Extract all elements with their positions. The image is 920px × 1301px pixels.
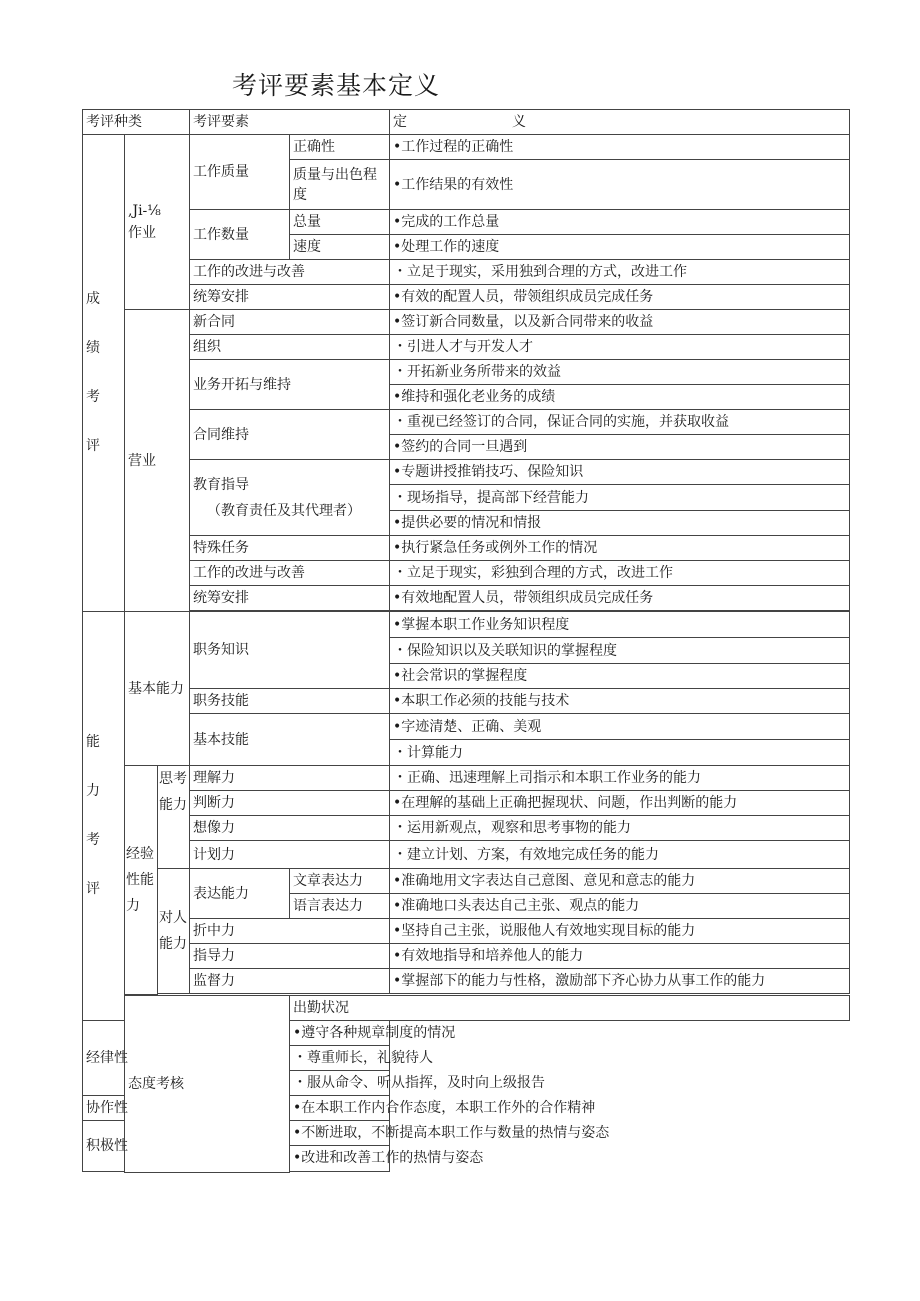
def-active-2: •改进和改善工作的热情与姿态 bbox=[290, 1145, 390, 1171]
element-biz: 业务开拓与维持 bbox=[190, 360, 390, 410]
element-imagine: 想像力 bbox=[190, 816, 390, 841]
def-edu-2: ・现场指导，提高部下经营能力 bbox=[390, 485, 850, 511]
table-row bbox=[83, 944, 850, 969]
element-special: 特殊任务 bbox=[190, 536, 390, 561]
def-discipline-3: ・服从命令、听从指挥，及时向上级报告 bbox=[290, 1070, 390, 1095]
def-supervise: •掌握部下的能力与性格，激励部下齐心协力从事工作的能力 bbox=[390, 969, 850, 994]
item-speed: 速度 bbox=[290, 235, 390, 260]
sub-job: ,Ji-⅛ 作业 bbox=[125, 135, 190, 310]
def-maint-1: ・重视已经签订的合同，保证合同的实施，并获取收益 bbox=[390, 410, 850, 435]
def-planning: ・建立计划、方案，有效地完成任务的能力 bbox=[390, 841, 850, 869]
element-plan-2: 统筹安排 bbox=[190, 586, 390, 611]
sub-think: 思考 能力 bbox=[158, 766, 190, 869]
element-skill: 职务技能 bbox=[190, 689, 390, 714]
def-total: •完成的工作总量 bbox=[390, 210, 850, 235]
def-guide: •有效地指导和培养他人的能力 bbox=[390, 944, 850, 969]
def-discipline-2: ・尊重师长，礼貌待人 bbox=[290, 1045, 390, 1070]
element-org: 组织 bbox=[190, 335, 390, 360]
header-element: 考评要素 bbox=[190, 110, 390, 135]
evaluation-table bbox=[82, 109, 850, 1173]
element-maint: 合同维持 bbox=[190, 410, 390, 460]
element-judge: 判断力 bbox=[190, 791, 390, 816]
sub-basic: 基本能力 bbox=[125, 612, 190, 766]
def-understand: ・正确、迅速理解上司指示和本职工作业务的能力 bbox=[390, 766, 850, 791]
element-coop: 协作性 bbox=[83, 1095, 158, 1120]
element-discipline: 经律性 bbox=[83, 1020, 158, 1095]
sub-sales: 营业 bbox=[125, 310, 190, 612]
table-row bbox=[83, 995, 850, 1020]
group-ability: 能 力 考 评 bbox=[83, 612, 125, 1021]
def-biz-2: •维持和强化老业务的成绩 bbox=[390, 385, 850, 410]
def-basic-skill-1: •字迹清楚、正确、美观 bbox=[390, 714, 850, 740]
header-definition: 定 义 bbox=[390, 110, 850, 135]
element-quality: 工作质量 bbox=[190, 135, 290, 210]
element-improve-2: 工作的改进与改善 bbox=[190, 561, 390, 586]
item-written: 文章表达力 bbox=[290, 869, 390, 894]
element-express: 表达能力 bbox=[190, 869, 290, 919]
table-row bbox=[83, 310, 850, 335]
def-plan-2: •有效地配置人员，带领组织成员完成任务 bbox=[390, 586, 850, 611]
element-persuade: 折中力 bbox=[190, 919, 390, 944]
table-row bbox=[83, 969, 850, 994]
element-plan-1: 统筹安排 bbox=[190, 285, 390, 310]
table-row bbox=[83, 135, 850, 160]
table-row bbox=[83, 285, 850, 310]
table-row bbox=[83, 360, 850, 385]
table-row bbox=[83, 536, 850, 561]
table-row bbox=[83, 766, 850, 791]
table-row bbox=[83, 919, 850, 944]
item-total: 总量 bbox=[290, 210, 390, 235]
table-row bbox=[83, 410, 850, 435]
element-basic-skill: 基本技能 bbox=[190, 714, 390, 766]
table-row bbox=[83, 260, 850, 285]
element-attend: 出勤状况 bbox=[290, 995, 850, 1020]
table-row bbox=[83, 612, 850, 638]
def-coop: •在本职工作内合作态度，本职工作外的合作精神 bbox=[290, 1095, 390, 1120]
table-row bbox=[83, 816, 850, 841]
def-skill: •本职工作必须的技能与技术 bbox=[390, 689, 850, 714]
header-category: 考评种类 bbox=[83, 110, 190, 135]
def-maint-2: •签约的合同一旦遇到 bbox=[390, 435, 850, 460]
def-know-2: ・保险知识以及关联知识的掌握程度 bbox=[390, 638, 850, 664]
element-active: 积极性 bbox=[83, 1120, 158, 1171]
def-speed: •处理工作的速度 bbox=[390, 235, 850, 260]
page-title: 考评要素基本定义 bbox=[232, 71, 441, 100]
item-excel: 质量与出色程度 bbox=[290, 160, 390, 210]
table-row bbox=[83, 210, 850, 235]
def-excel: •工作结果的有效性 bbox=[390, 160, 850, 210]
table-row bbox=[83, 335, 850, 360]
element-contract: 新合同 bbox=[190, 310, 390, 335]
table-header-row bbox=[83, 110, 850, 135]
table-row bbox=[83, 869, 850, 894]
table-row bbox=[83, 791, 850, 816]
def-edu-1: •专题讲授推销技巧、保险知识 bbox=[390, 460, 850, 485]
table-row bbox=[83, 460, 850, 485]
def-org: ・引进人才与开发人才 bbox=[390, 335, 850, 360]
def-oral: •准确地口头表达自己主张、观点的能力 bbox=[390, 894, 850, 919]
group-performance: 成 绩 考 评 bbox=[83, 135, 125, 612]
sub-exp: 经验 性能 力 bbox=[125, 766, 158, 995]
element-guide: 指导力 bbox=[190, 944, 390, 969]
def-judge: •在理解的基础上正确把握现状、问题，作出判断的能力 bbox=[390, 791, 850, 816]
def-improve-1: ・立足于现实，采用独到合理的方式，改进工作 bbox=[390, 260, 850, 285]
table-row bbox=[83, 561, 850, 586]
element-edu: 教育指导 （教育责任及其代理者） bbox=[190, 460, 390, 536]
def-written: •准确地用文字表达自己意图、意见和意志的能力 bbox=[390, 869, 850, 894]
sub-people: 对人 能力 bbox=[158, 869, 190, 994]
element-supervise: 监督力 bbox=[190, 969, 390, 994]
def-know-3: •社会常识的掌握程度 bbox=[390, 664, 850, 689]
def-correct: •工作过程的正确性 bbox=[390, 135, 850, 160]
table-row bbox=[83, 714, 850, 740]
def-persuade: •坚持自己主张，说服他人有效地实现目标的能力 bbox=[390, 919, 850, 944]
element-know: 职务知识 bbox=[190, 612, 390, 689]
def-basic-skill-2: ・计算能力 bbox=[390, 740, 850, 766]
table-row bbox=[83, 586, 850, 611]
def-biz-1: ・开拓新业务所带来的效益 bbox=[390, 360, 850, 385]
def-discipline-1: •遵守各种规章制度的情况 bbox=[290, 1020, 390, 1045]
def-know-1: •掌握本职工作业务知识程度 bbox=[390, 612, 850, 638]
table-row bbox=[83, 841, 850, 869]
element-planning: 计划力 bbox=[190, 841, 390, 869]
element-improve-1: 工作的改进与改善 bbox=[190, 260, 390, 285]
table-row bbox=[83, 689, 850, 714]
def-improve-2: ・立足于现实，彩独到合理的方式，改进工作 bbox=[390, 561, 850, 586]
element-quantity: 工作数量 bbox=[190, 210, 290, 260]
element-understand: 理解力 bbox=[190, 766, 390, 791]
def-contract: •签订新合同数量，以及新合同带来的收益 bbox=[390, 310, 850, 335]
def-plan-1: •有效的配置人员，带领组织成员完成任务 bbox=[390, 285, 850, 310]
item-oral: 语言表达力 bbox=[290, 894, 390, 919]
def-active-1: •不断进取，不断提高本职工作与数量的热情与姿态 bbox=[290, 1120, 390, 1145]
group-attitude: 态度考核 bbox=[125, 995, 290, 1172]
def-edu-3: •提供必要的情况和情报 bbox=[390, 511, 850, 536]
def-special: •执行紧急任务或例外工作的情况 bbox=[390, 536, 850, 561]
def-imagine: ・运用新观点，观察和思考事物的能力 bbox=[390, 816, 850, 841]
item-correct: 正确性 bbox=[290, 135, 390, 160]
